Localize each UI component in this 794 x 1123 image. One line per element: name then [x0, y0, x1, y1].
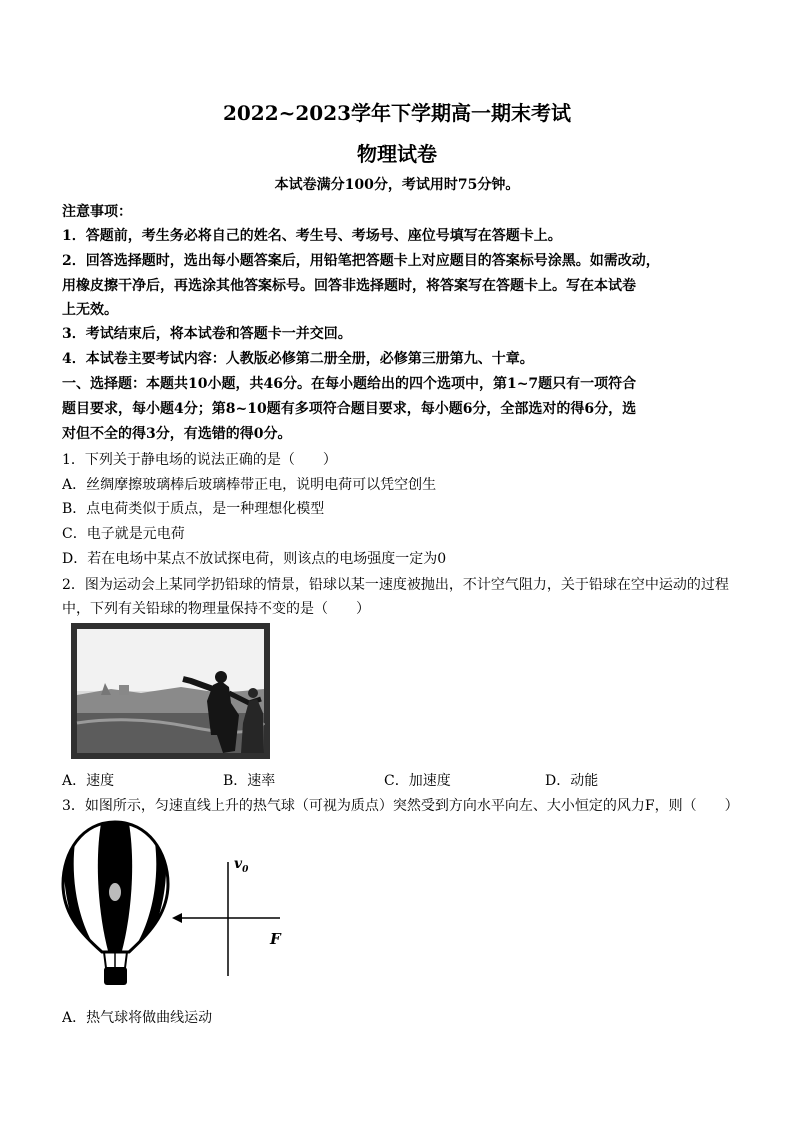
q1-option-b: B．点电荷类似于质点，是一种理想化模型 [62, 501, 325, 517]
q1-option-d: D．若在电场中某点不放试探电荷，则该点的电场强度一定为0 [62, 551, 447, 567]
section-heading: 题目要求，每小题4分；第8~10题有多项符合题目要求，每小题6分，全部选对的得6分，选 [62, 401, 637, 417]
q3-option-a: A．热气球将做曲线运动 [62, 1010, 213, 1026]
notice-item: 3．考试结束后，将本试卷和答题卡一并交回。 [62, 326, 352, 342]
hot-air-balloon-diagram [58, 818, 298, 1000]
notice-item: 用橡皮擦干净后，再选涂其他答案标号。回答非选择题时，将答案写在答题卡上。写在本试卷 [62, 278, 636, 294]
q2-option-c: C．加速度 [384, 773, 451, 789]
q2-stem: 中，下列有关铅球的物理量保持不变的是（ ） [62, 601, 370, 617]
q2-option-a: A．速度 [62, 773, 115, 789]
notice-item: 2．回答选择题时，选出每小题答案后，用铅笔把答题卡上对应题目的答案标号涂黑。如需改动， [62, 253, 660, 269]
exam-info: 本试卷满分100分，考试用时75分钟。 [274, 177, 520, 193]
subject-title: 物理试卷 [357, 142, 437, 166]
notice-item: 1．答题前，考生务必将自己的姓名、考生号、考场号、座位号填写在答题卡上。 [62, 228, 562, 244]
q1-option-a: A．丝绸摩擦玻璃棒后玻璃棒带正电，说明电荷可以凭空创生 [62, 477, 437, 493]
q2-option-b: B．速率 [223, 773, 276, 789]
shot-put-photo [71, 623, 270, 759]
section-heading: 对但不全的得3分，有选错的得0分。 [62, 426, 292, 442]
force-label: F [270, 930, 281, 948]
q1-option-c: C．电子就是元电荷 [62, 526, 185, 542]
velocity-label: $v_0$ [234, 856, 249, 875]
q2-option-d: D．动能 [545, 773, 599, 789]
q3-stem: 3．如图所示，匀速直线上升的热气球（可视为质点）突然受到方向水平向左、大小恒定的风力F，则（ ） [62, 798, 739, 814]
exam-title: 2022~2023学年下学期高一期末考试 [222, 101, 572, 125]
q2-stem: 2．图为运动会上某同学扔铅球的情景，铅球以某一速度被抛出，不计空气阻力，关于铅球在空中运动的过程 [62, 577, 729, 593]
section-heading: 一、选择题：本题共10小题，共46分。在每小题给出的四个选项中，第1~7题只有一项符合 [62, 376, 637, 392]
notice-item: 上无效。 [62, 302, 118, 318]
notice-item: 4．本试卷主要考试内容：人教版必修第二册全册，必修第三册第九、十章。 [62, 351, 534, 367]
q1-stem: 1．下列关于静电场的说法正确的是（ ） [62, 452, 337, 468]
notice-heading: 注意事项： [62, 204, 132, 220]
